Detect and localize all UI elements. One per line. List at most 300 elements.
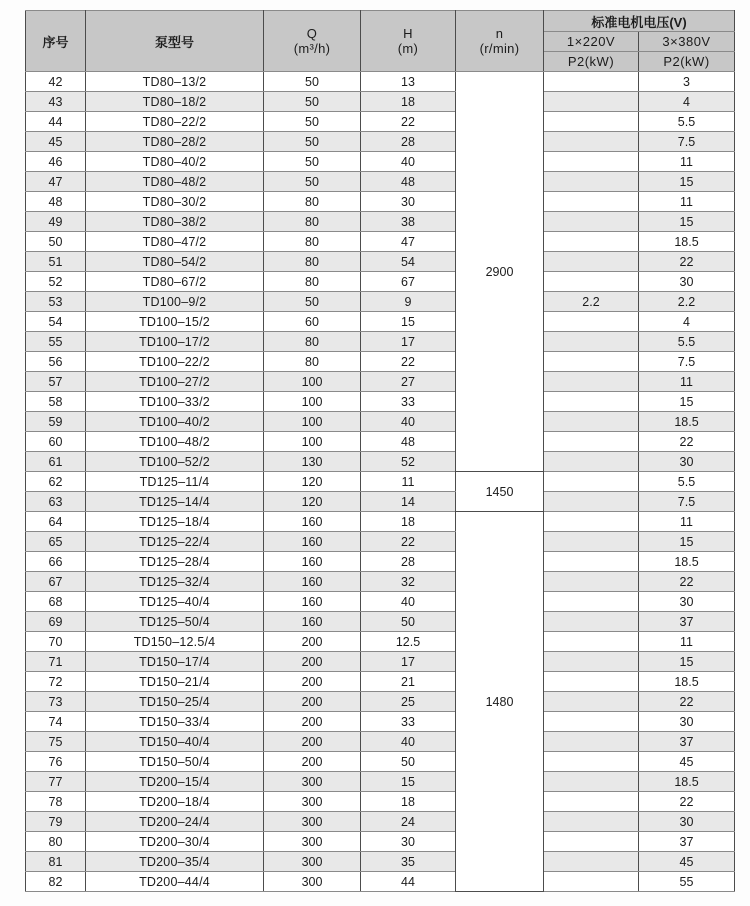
model-cell: TD150–17/4	[86, 652, 264, 672]
power-220-cell	[544, 92, 639, 112]
model-cell: TD80–22/2	[86, 112, 264, 132]
header-row-1	[26, 11, 735, 32]
flow-cell: 80	[264, 252, 361, 272]
power-380-cell: 18.5	[639, 672, 735, 692]
col-header-voltage-220: 1×220V	[544, 32, 639, 52]
model-cell: TD125–18/4	[86, 512, 264, 532]
head-cell: 40	[361, 732, 456, 752]
power-380-cell: 3	[639, 72, 735, 92]
power-220-cell	[544, 832, 639, 852]
serial-cell: 71	[26, 652, 86, 672]
head-cell: 11	[361, 472, 456, 492]
power-220-cell	[544, 332, 639, 352]
flow-cell: 80	[264, 352, 361, 372]
col-header-power-220: P2(kW)	[544, 52, 639, 72]
power-220-cell	[544, 352, 639, 372]
head-cell: 44	[361, 872, 456, 892]
speed-cell: 1480	[456, 512, 544, 892]
model-cell: TD200–24/4	[86, 812, 264, 832]
flow-cell: 50	[264, 292, 361, 312]
power-220-cell	[544, 452, 639, 472]
power-380-cell: 7.5	[639, 352, 735, 372]
head-cell: 40	[361, 592, 456, 612]
table-row	[26, 152, 735, 172]
head-cell: 35	[361, 852, 456, 872]
head-symbol: H	[403, 26, 413, 41]
speed-cell: 2900	[456, 72, 544, 472]
flow-cell: 200	[264, 672, 361, 692]
model-cell: TD125–50/4	[86, 612, 264, 632]
power-220-cell	[544, 412, 639, 432]
power-380-cell: 22	[639, 692, 735, 712]
model-cell: TD150–50/4	[86, 752, 264, 772]
power-220-cell	[544, 232, 639, 252]
table-header	[26, 11, 735, 72]
model-cell: TD80–54/2	[86, 252, 264, 272]
power-380-cell: 4	[639, 312, 735, 332]
head-cell: 30	[361, 192, 456, 212]
power-380-cell: 30	[639, 452, 735, 472]
model-cell: TD100–22/2	[86, 352, 264, 372]
serial-cell: 81	[26, 852, 86, 872]
table-row	[26, 292, 735, 312]
flow-cell: 200	[264, 652, 361, 672]
table-row	[26, 212, 735, 232]
head-cell: 15	[361, 312, 456, 332]
head-cell: 22	[361, 112, 456, 132]
serial-cell: 75	[26, 732, 86, 752]
table-row	[26, 772, 735, 792]
head-cell: 50	[361, 612, 456, 632]
flow-cell: 80	[264, 332, 361, 352]
flow-unit: (m³/h)	[293, 41, 331, 56]
power-220-cell	[544, 112, 639, 132]
head-cell: 25	[361, 692, 456, 712]
serial-cell: 49	[26, 212, 86, 232]
table-row	[26, 232, 735, 252]
table-row	[26, 452, 735, 472]
table-row	[26, 532, 735, 552]
power-220-cell	[544, 312, 639, 332]
serial-cell: 42	[26, 72, 86, 92]
table-row	[26, 852, 735, 872]
serial-cell: 59	[26, 412, 86, 432]
power-380-cell: 37	[639, 832, 735, 852]
flow-cell: 160	[264, 612, 361, 632]
serial-cell: 73	[26, 692, 86, 712]
head-cell: 18	[361, 792, 456, 812]
power-380-cell: 15	[639, 212, 735, 232]
flow-cell: 300	[264, 792, 361, 812]
model-cell: TD100–40/2	[86, 412, 264, 432]
serial-cell: 56	[26, 352, 86, 372]
serial-cell: 52	[26, 272, 86, 292]
power-220-cell	[544, 392, 639, 412]
power-380-cell: 22	[639, 572, 735, 592]
pump-spec-table	[25, 10, 735, 892]
model-cell: TD150–40/4	[86, 732, 264, 752]
flow-cell: 50	[264, 112, 361, 132]
model-cell: TD100–27/2	[86, 372, 264, 392]
serial-cell: 65	[26, 532, 86, 552]
flow-cell: 120	[264, 472, 361, 492]
serial-cell: 70	[26, 632, 86, 652]
head-cell: 12.5	[361, 632, 456, 652]
power-380-cell: 4	[639, 92, 735, 112]
power-220-cell	[544, 172, 639, 192]
model-cell: TD150–33/4	[86, 712, 264, 732]
power-220-cell	[544, 512, 639, 532]
power-380-cell: 15	[639, 392, 735, 412]
table-row	[26, 432, 735, 452]
model-cell: TD125–32/4	[86, 572, 264, 592]
power-380-cell: 18.5	[639, 232, 735, 252]
serial-cell: 55	[26, 332, 86, 352]
power-220-cell	[544, 872, 639, 892]
model-cell: TD150–25/4	[86, 692, 264, 712]
flow-cell: 160	[264, 592, 361, 612]
speed-cell: 1450	[456, 472, 544, 512]
flow-cell: 300	[264, 852, 361, 872]
flow-cell: 60	[264, 312, 361, 332]
flow-cell: 160	[264, 512, 361, 532]
power-380-cell: 45	[639, 852, 735, 872]
flow-cell: 130	[264, 452, 361, 472]
power-380-cell: 11	[639, 372, 735, 392]
head-cell: 38	[361, 212, 456, 232]
model-cell: TD80–67/2	[86, 272, 264, 292]
table-row	[26, 272, 735, 292]
table-row	[26, 652, 735, 672]
table-row	[26, 312, 735, 332]
serial-cell: 72	[26, 672, 86, 692]
table-row	[26, 252, 735, 272]
power-220-cell	[544, 712, 639, 732]
serial-cell: 78	[26, 792, 86, 812]
table-row	[26, 192, 735, 212]
table-row	[26, 732, 735, 752]
power-220-cell	[544, 552, 639, 572]
model-cell: TD100–17/2	[86, 332, 264, 352]
model-cell: TD150–12.5/4	[86, 632, 264, 652]
table-row	[26, 112, 735, 132]
flow-cell: 100	[264, 412, 361, 432]
head-cell: 13	[361, 72, 456, 92]
table-row	[26, 512, 735, 532]
col-header-speed	[456, 11, 544, 72]
table-row	[26, 692, 735, 712]
flow-cell: 50	[264, 92, 361, 112]
table-row	[26, 832, 735, 852]
model-cell: TD200–15/4	[86, 772, 264, 792]
head-cell: 30	[361, 832, 456, 852]
serial-cell: 80	[26, 832, 86, 852]
power-220-cell	[544, 772, 639, 792]
flow-cell: 200	[264, 712, 361, 732]
flow-cell: 100	[264, 372, 361, 392]
table-row	[26, 472, 735, 492]
flow-cell: 160	[264, 532, 361, 552]
power-380-cell: 22	[639, 252, 735, 272]
power-220-cell	[544, 592, 639, 612]
head-cell: 28	[361, 132, 456, 152]
table-row	[26, 552, 735, 572]
col-header-voltage-group: 标准电机电压(V)	[544, 11, 735, 32]
model-cell: TD80–30/2	[86, 192, 264, 212]
serial-cell: 47	[26, 172, 86, 192]
power-220-cell	[544, 672, 639, 692]
power-380-cell: 18.5	[639, 552, 735, 572]
serial-cell: 67	[26, 572, 86, 592]
power-220-cell	[544, 852, 639, 872]
flow-cell: 300	[264, 812, 361, 832]
power-380-cell: 30	[639, 812, 735, 832]
power-380-cell: 7.5	[639, 492, 735, 512]
power-220-cell	[544, 732, 639, 752]
model-cell: TD125–14/4	[86, 492, 264, 512]
head-cell: 9	[361, 292, 456, 312]
serial-cell: 69	[26, 612, 86, 632]
table-row	[26, 72, 735, 92]
serial-cell: 68	[26, 592, 86, 612]
col-header-head	[361, 11, 456, 72]
serial-cell: 79	[26, 812, 86, 832]
power-380-cell: 22	[639, 792, 735, 812]
serial-cell: 48	[26, 192, 86, 212]
serial-cell: 66	[26, 552, 86, 572]
table-row	[26, 712, 735, 732]
power-220-cell	[544, 572, 639, 592]
power-380-cell: 11	[639, 192, 735, 212]
table-row	[26, 172, 735, 192]
model-cell: TD100–33/2	[86, 392, 264, 412]
power-220-cell	[544, 632, 639, 652]
model-cell: TD80–18/2	[86, 92, 264, 112]
power-220-cell	[544, 652, 639, 672]
power-220-cell	[544, 272, 639, 292]
power-220-cell	[544, 752, 639, 772]
power-380-cell: 15	[639, 172, 735, 192]
table-row	[26, 592, 735, 612]
head-cell: 48	[361, 172, 456, 192]
table-row	[26, 372, 735, 392]
model-cell: TD80–13/2	[86, 72, 264, 92]
flow-cell: 300	[264, 832, 361, 852]
table-row	[26, 492, 735, 512]
model-cell: TD125–11/4	[86, 472, 264, 492]
serial-cell: 46	[26, 152, 86, 172]
model-cell: TD100–52/2	[86, 452, 264, 472]
power-380-cell: 18.5	[639, 772, 735, 792]
serial-cell: 63	[26, 492, 86, 512]
col-header-voltage-380: 3×380V	[639, 32, 735, 52]
head-cell: 22	[361, 352, 456, 372]
serial-cell: 51	[26, 252, 86, 272]
flow-cell: 200	[264, 732, 361, 752]
flow-cell: 120	[264, 492, 361, 512]
col-header-serial: 序号	[26, 11, 86, 72]
power-220-cell	[544, 532, 639, 552]
power-220-cell	[544, 472, 639, 492]
power-220-cell	[544, 612, 639, 632]
table-row	[26, 672, 735, 692]
speed-unit: (r/min)	[479, 41, 520, 56]
head-cell: 21	[361, 672, 456, 692]
model-cell: TD200–35/4	[86, 852, 264, 872]
head-cell: 14	[361, 492, 456, 512]
table-row	[26, 792, 735, 812]
table-row	[26, 572, 735, 592]
head-cell: 27	[361, 372, 456, 392]
table-row	[26, 352, 735, 372]
head-cell: 22	[361, 532, 456, 552]
flow-cell: 160	[264, 572, 361, 592]
model-cell: TD100–15/2	[86, 312, 264, 332]
model-cell: TD80–48/2	[86, 172, 264, 192]
head-unit: (m)	[397, 41, 419, 56]
power-380-cell: 37	[639, 612, 735, 632]
head-cell: 17	[361, 332, 456, 352]
head-cell: 47	[361, 232, 456, 252]
head-cell: 33	[361, 392, 456, 412]
power-220-cell	[544, 212, 639, 232]
serial-cell: 50	[26, 232, 86, 252]
power-220-cell	[544, 132, 639, 152]
table-body	[26, 72, 735, 892]
col-header-flow	[264, 11, 361, 72]
table-row	[26, 812, 735, 832]
flow-cell: 80	[264, 232, 361, 252]
serial-cell: 60	[26, 432, 86, 452]
head-cell: 32	[361, 572, 456, 592]
power-380-cell: 11	[639, 512, 735, 532]
power-220-cell	[544, 692, 639, 712]
head-cell: 52	[361, 452, 456, 472]
serial-cell: 64	[26, 512, 86, 532]
power-220-cell	[544, 432, 639, 452]
flow-cell: 200	[264, 752, 361, 772]
power-380-cell: 37	[639, 732, 735, 752]
head-cell: 15	[361, 772, 456, 792]
power-380-cell: 11	[639, 632, 735, 652]
power-380-cell: 22	[639, 432, 735, 452]
power-220-cell	[544, 812, 639, 832]
model-cell: TD80–38/2	[86, 212, 264, 232]
power-220-cell	[544, 372, 639, 392]
flow-cell: 160	[264, 552, 361, 572]
table-row	[26, 872, 735, 892]
power-380-cell: 11	[639, 152, 735, 172]
model-cell: TD125–28/4	[86, 552, 264, 572]
model-cell: TD80–28/2	[86, 132, 264, 152]
col-header-power-380: P2(kW)	[639, 52, 735, 72]
flow-cell: 200	[264, 632, 361, 652]
pump-spec-table-wrap	[25, 10, 735, 892]
flow-cell: 50	[264, 72, 361, 92]
flow-cell: 300	[264, 772, 361, 792]
power-380-cell: 55	[639, 872, 735, 892]
table-row	[26, 632, 735, 652]
flow-cell: 80	[264, 272, 361, 292]
speed-symbol: n	[495, 26, 504, 41]
head-cell: 48	[361, 432, 456, 452]
serial-cell: 76	[26, 752, 86, 772]
serial-cell: 54	[26, 312, 86, 332]
power-220-cell	[544, 72, 639, 92]
head-cell: 40	[361, 152, 456, 172]
power-220-cell	[544, 252, 639, 272]
power-220-cell	[544, 492, 639, 512]
serial-cell: 53	[26, 292, 86, 312]
model-cell: TD125–22/4	[86, 532, 264, 552]
power-380-cell: 45	[639, 752, 735, 772]
power-380-cell: 15	[639, 652, 735, 672]
model-cell: TD100–48/2	[86, 432, 264, 452]
head-cell: 50	[361, 752, 456, 772]
serial-cell: 44	[26, 112, 86, 132]
table-row	[26, 412, 735, 432]
head-cell: 28	[361, 552, 456, 572]
power-380-cell: 5.5	[639, 472, 735, 492]
table-row	[26, 612, 735, 632]
serial-cell: 62	[26, 472, 86, 492]
serial-cell: 74	[26, 712, 86, 732]
model-cell: TD80–40/2	[86, 152, 264, 172]
serial-cell: 61	[26, 452, 86, 472]
model-cell: TD150–21/4	[86, 672, 264, 692]
power-220-cell	[544, 792, 639, 812]
table-row	[26, 392, 735, 412]
power-380-cell: 5.5	[639, 332, 735, 352]
head-cell: 18	[361, 512, 456, 532]
head-cell: 54	[361, 252, 456, 272]
col-header-model: 泵型号	[86, 11, 264, 72]
head-cell: 33	[361, 712, 456, 732]
table-row	[26, 132, 735, 152]
flow-cell: 100	[264, 392, 361, 412]
flow-cell: 50	[264, 132, 361, 152]
power-380-cell: 30	[639, 592, 735, 612]
head-cell: 67	[361, 272, 456, 292]
serial-cell: 77	[26, 772, 86, 792]
model-cell: TD125–40/4	[86, 592, 264, 612]
power-380-cell: 2.2	[639, 292, 735, 312]
table-row	[26, 92, 735, 112]
serial-cell: 43	[26, 92, 86, 112]
flow-cell: 200	[264, 692, 361, 712]
head-cell: 18	[361, 92, 456, 112]
power-380-cell: 30	[639, 712, 735, 732]
power-380-cell: 7.5	[639, 132, 735, 152]
head-cell: 17	[361, 652, 456, 672]
flow-cell: 50	[264, 152, 361, 172]
model-cell: TD100–9/2	[86, 292, 264, 312]
model-cell: TD200–30/4	[86, 832, 264, 852]
serial-cell: 82	[26, 872, 86, 892]
table-row	[26, 752, 735, 772]
power-380-cell: 18.5	[639, 412, 735, 432]
head-cell: 24	[361, 812, 456, 832]
head-cell: 40	[361, 412, 456, 432]
flow-cell: 50	[264, 172, 361, 192]
flow-cell: 80	[264, 192, 361, 212]
power-380-cell: 30	[639, 272, 735, 292]
serial-cell: 57	[26, 372, 86, 392]
flow-symbol: Q	[306, 26, 318, 41]
power-220-cell	[544, 152, 639, 172]
model-cell: TD200–44/4	[86, 872, 264, 892]
table-row	[26, 332, 735, 352]
